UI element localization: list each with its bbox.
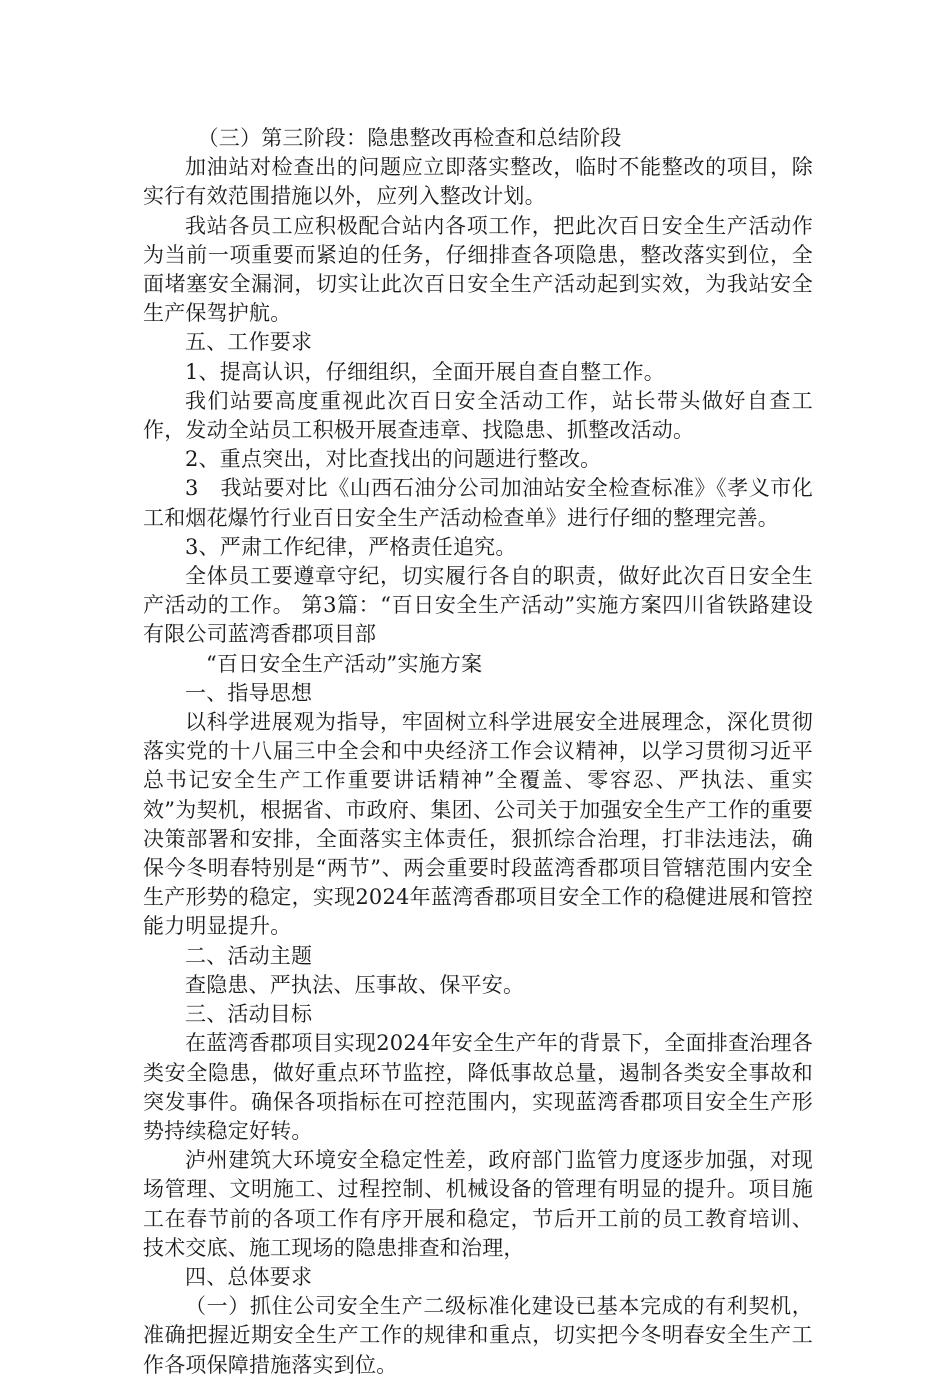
paragraph: （一）抓住公司安全生产二级标准化建设已基本完成的有利契机，准确把握近期安全生产工作的规律和重点，切实把今冬明春安全生产工作各项保障措施落实到位。	[143, 1294, 813, 1377]
paragraph: 以科学进展观为指导，牢固树立科学进展安全进展理念，深化贯彻落实党的十八届三中全会和中央经济工作会议精神，以学习贯彻习近平总书记安全生产工作重要讲话精神”全覆盖、零容忍、严执法、重实效”为契机，根据省、市政府、集团、公司关于加强安全生产工作的重要决策部署和安排，全面落实主体责任，狠抓综合治理，打非法违法，确保今冬明春特别是“两节”、两会重要时段蓝湾香郡项目管辖范围内安全生产形势的稳定，实现2024年蓝湾香郡项目安全工作的稳健进展和管控能力明显提升。	[143, 710, 813, 939]
paragraph: 3、严肃工作纪律，严格责任追究。	[185, 534, 517, 559]
section-heading-overall-requirements: 四、总体要求	[185, 1264, 313, 1289]
paragraph: 我站各员工应积极配合站内各项工作，把此次百日安全生产活动作为当前一项重要而紧迫的任务，仔细排查各项隐患，整改落实到位，全面堵塞安全漏洞，切实让此次百日安全生产活动起到实效，为我站安全生产保驾护航。	[143, 213, 813, 326]
paragraph: 泸州建筑大环境安全稳定性差，政府部门监管力度逐步加强，对现场管理、文明施工、过程控制、机械设备的管理有明显的提升。项目施工在春节前的各项工作有序开展和稳定，节后开工前的员工教育培训、技术交底、施工现场的隐患排查和治理，	[143, 1148, 813, 1260]
paragraph: 查隐患、严执法、压事故、保平安。	[185, 972, 525, 997]
section-heading-work-requirements: 五、工作要求	[185, 330, 313, 355]
paragraph: 全体员工要遵章守纪，切实履行各自的职责，做好此次百日安全生产活动的工作。 第3篇：“百日安全生产活动”实施方案四川省铁路建设有限公司蓝湾香郡项目部	[143, 564, 813, 647]
plan-title: “百日安全生产活动”实施方案	[206, 651, 483, 676]
section-heading-guiding-ideology: 一、指导思想	[185, 680, 313, 705]
paragraph: 3 我站要对比《山西石油分公司加油站安全检查标准》《孝义市化工和烟花爆竹行业百日安全生产活动检查单》进行仔细的整理完善。	[143, 476, 813, 530]
paragraph: 在蓝湾香郡项目实现2024年安全生产年的背景下，全面排查治理各类安全隐患，做好重点环节监控，降低事故总量，遏制各类安全事故和突发事件。确保各项指标在可控范围内，实现蓝湾香郡项目安全生产形势持续稳定好转。	[143, 1031, 813, 1143]
phase-three-heading: （三）第三阶段：隐患整改再检查和总结阶段	[197, 126, 622, 150]
paragraph: 我们站要高度重视此次百日安全活动工作，站长带头做好自查工作，发动全站员工积极开展查违章、找隐患、抓整改活动。	[143, 388, 813, 443]
paragraph: 1、提高认识，仔细组织，全面开展自查自整工作。	[185, 359, 665, 384]
paragraph: 加油站对检查出的问题应立即落实整改，临时不能整改的项目，除实行有效范围措施以外，应列入整改计划。	[143, 155, 813, 209]
document-body	[143, 124, 813, 1380]
section-heading-activity-goals: 三、活动目标	[185, 1002, 313, 1027]
section-heading-activity-theme: 二、活动主题	[185, 943, 313, 968]
paragraph: 2、重点突出，对比查找出的问题进行整改。	[185, 447, 602, 472]
